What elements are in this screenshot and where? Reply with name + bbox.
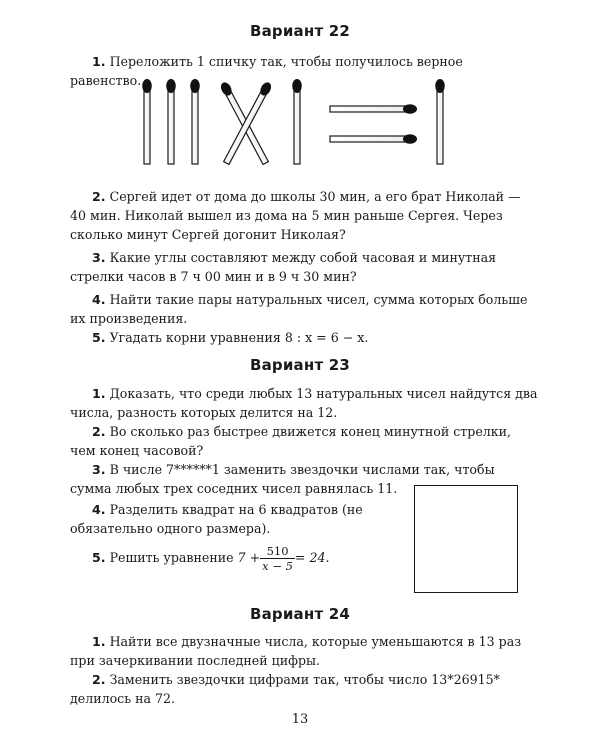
matchstick-puzzle-figure (128, 76, 468, 168)
page-number: 13 (291, 712, 309, 727)
match-stick-result (435, 79, 445, 164)
v22-problem-2 (70, 187, 538, 244)
v22-problem-1-number: 1. (92, 54, 106, 69)
v23-problem-5-text: Решить уравнение (109, 550, 234, 565)
equation-fraction (260, 544, 295, 573)
match-stick-2 (166, 79, 176, 164)
equation-lead: 7 + (237, 550, 261, 565)
v24-problem-2-text: Заменить звездочки цифрами так, чтобы число 13*26915* делилось на 72. (70, 672, 500, 706)
v22-problem-4-number: 4. (92, 292, 106, 307)
match-stick-3 (190, 79, 200, 164)
match-stick-equals-bottom (330, 134, 417, 144)
v23-problem-4-number: 4. (92, 502, 106, 517)
v23-problem-2-number: 2. (92, 424, 106, 439)
v22-problem-2-text: Сергей идет от дома до школы 30 мин, а его брат Николай — 40 мин. Николай вышел из дома на 5 мин раньше Сергея. Через сколько минут Сергей догонит Николая? (70, 189, 521, 242)
v23-problem-2-text: Во сколько раз быстрее движется конец минутной стрелки, чем конец часовой? (70, 424, 512, 458)
v23-problem-4 (70, 500, 400, 538)
square-figure (414, 485, 518, 593)
variant-24-title: Вариант 24 (249, 605, 351, 623)
v22-problem-5 (70, 328, 538, 347)
v23-problem-3-number: 3. (92, 462, 106, 477)
v22-problem-5-text: Угадать корни уравнения 8 : x = 6 − x. (109, 330, 369, 345)
v23-problem-2 (70, 422, 538, 460)
v23-problem-1-number: 1. (92, 386, 106, 401)
v23-problem-1-text: Доказать, что среди любых 13 натуральных чисел найдутся два числа, разность которых делится на 12. (70, 386, 538, 420)
fraction-denominator: x − 5 (262, 559, 293, 573)
v22-problem-3-text: Какие углы составляют между собой часовая и минутная стрелки часов в 7 ч 00 мин и в 9 ч 30 мин? (70, 250, 497, 284)
v23-problem-1 (70, 384, 538, 422)
match-stick-equals-top (330, 104, 417, 114)
equation-tail: = 24. (294, 550, 330, 565)
v24-problem-1-text: Найти все двузначные числа, которые уменьшаются в 13 раз при зачеркивании последней цифры. (70, 634, 522, 668)
v22-problem-3-number: 3. (92, 250, 106, 265)
v24-problem-2-number: 2. (92, 672, 106, 687)
v22-problem-5-number: 5. (92, 330, 106, 345)
v23-problem-3-text: В числе 7******1 заменить звездочки числами так, чтобы сумма любых трех соседних чисел равнялась 11. (70, 462, 495, 496)
v23-problem-5 (70, 540, 400, 576)
v24-problem-2 (70, 670, 538, 708)
fraction-numerator: 510 (260, 544, 295, 559)
v22-problem-2-number: 2. (92, 189, 106, 204)
match-stick-5 (292, 79, 302, 164)
match-stick-1 (142, 79, 152, 164)
variant-23-title: Вариант 23 (249, 356, 351, 374)
variant-22-title: Вариант 22 (249, 22, 351, 40)
v22-problem-1-text: Переложить 1 спичку так, чтобы получилось верное равенство. (70, 54, 463, 88)
v24-problem-1-number: 1. (92, 634, 106, 649)
v22-problem-4 (70, 290, 538, 328)
v22-problem-3 (70, 248, 538, 286)
v23-problem-4-text: Разделить квадрат на 6 квадратов (не обязательно одного размера). (70, 502, 363, 536)
v22-problem-4-text: Найти такие пары натуральных чисел, сумма которых больше их произведения. (70, 292, 528, 326)
v24-problem-1 (70, 632, 538, 670)
v23-problem-5-number: 5. (92, 550, 106, 565)
